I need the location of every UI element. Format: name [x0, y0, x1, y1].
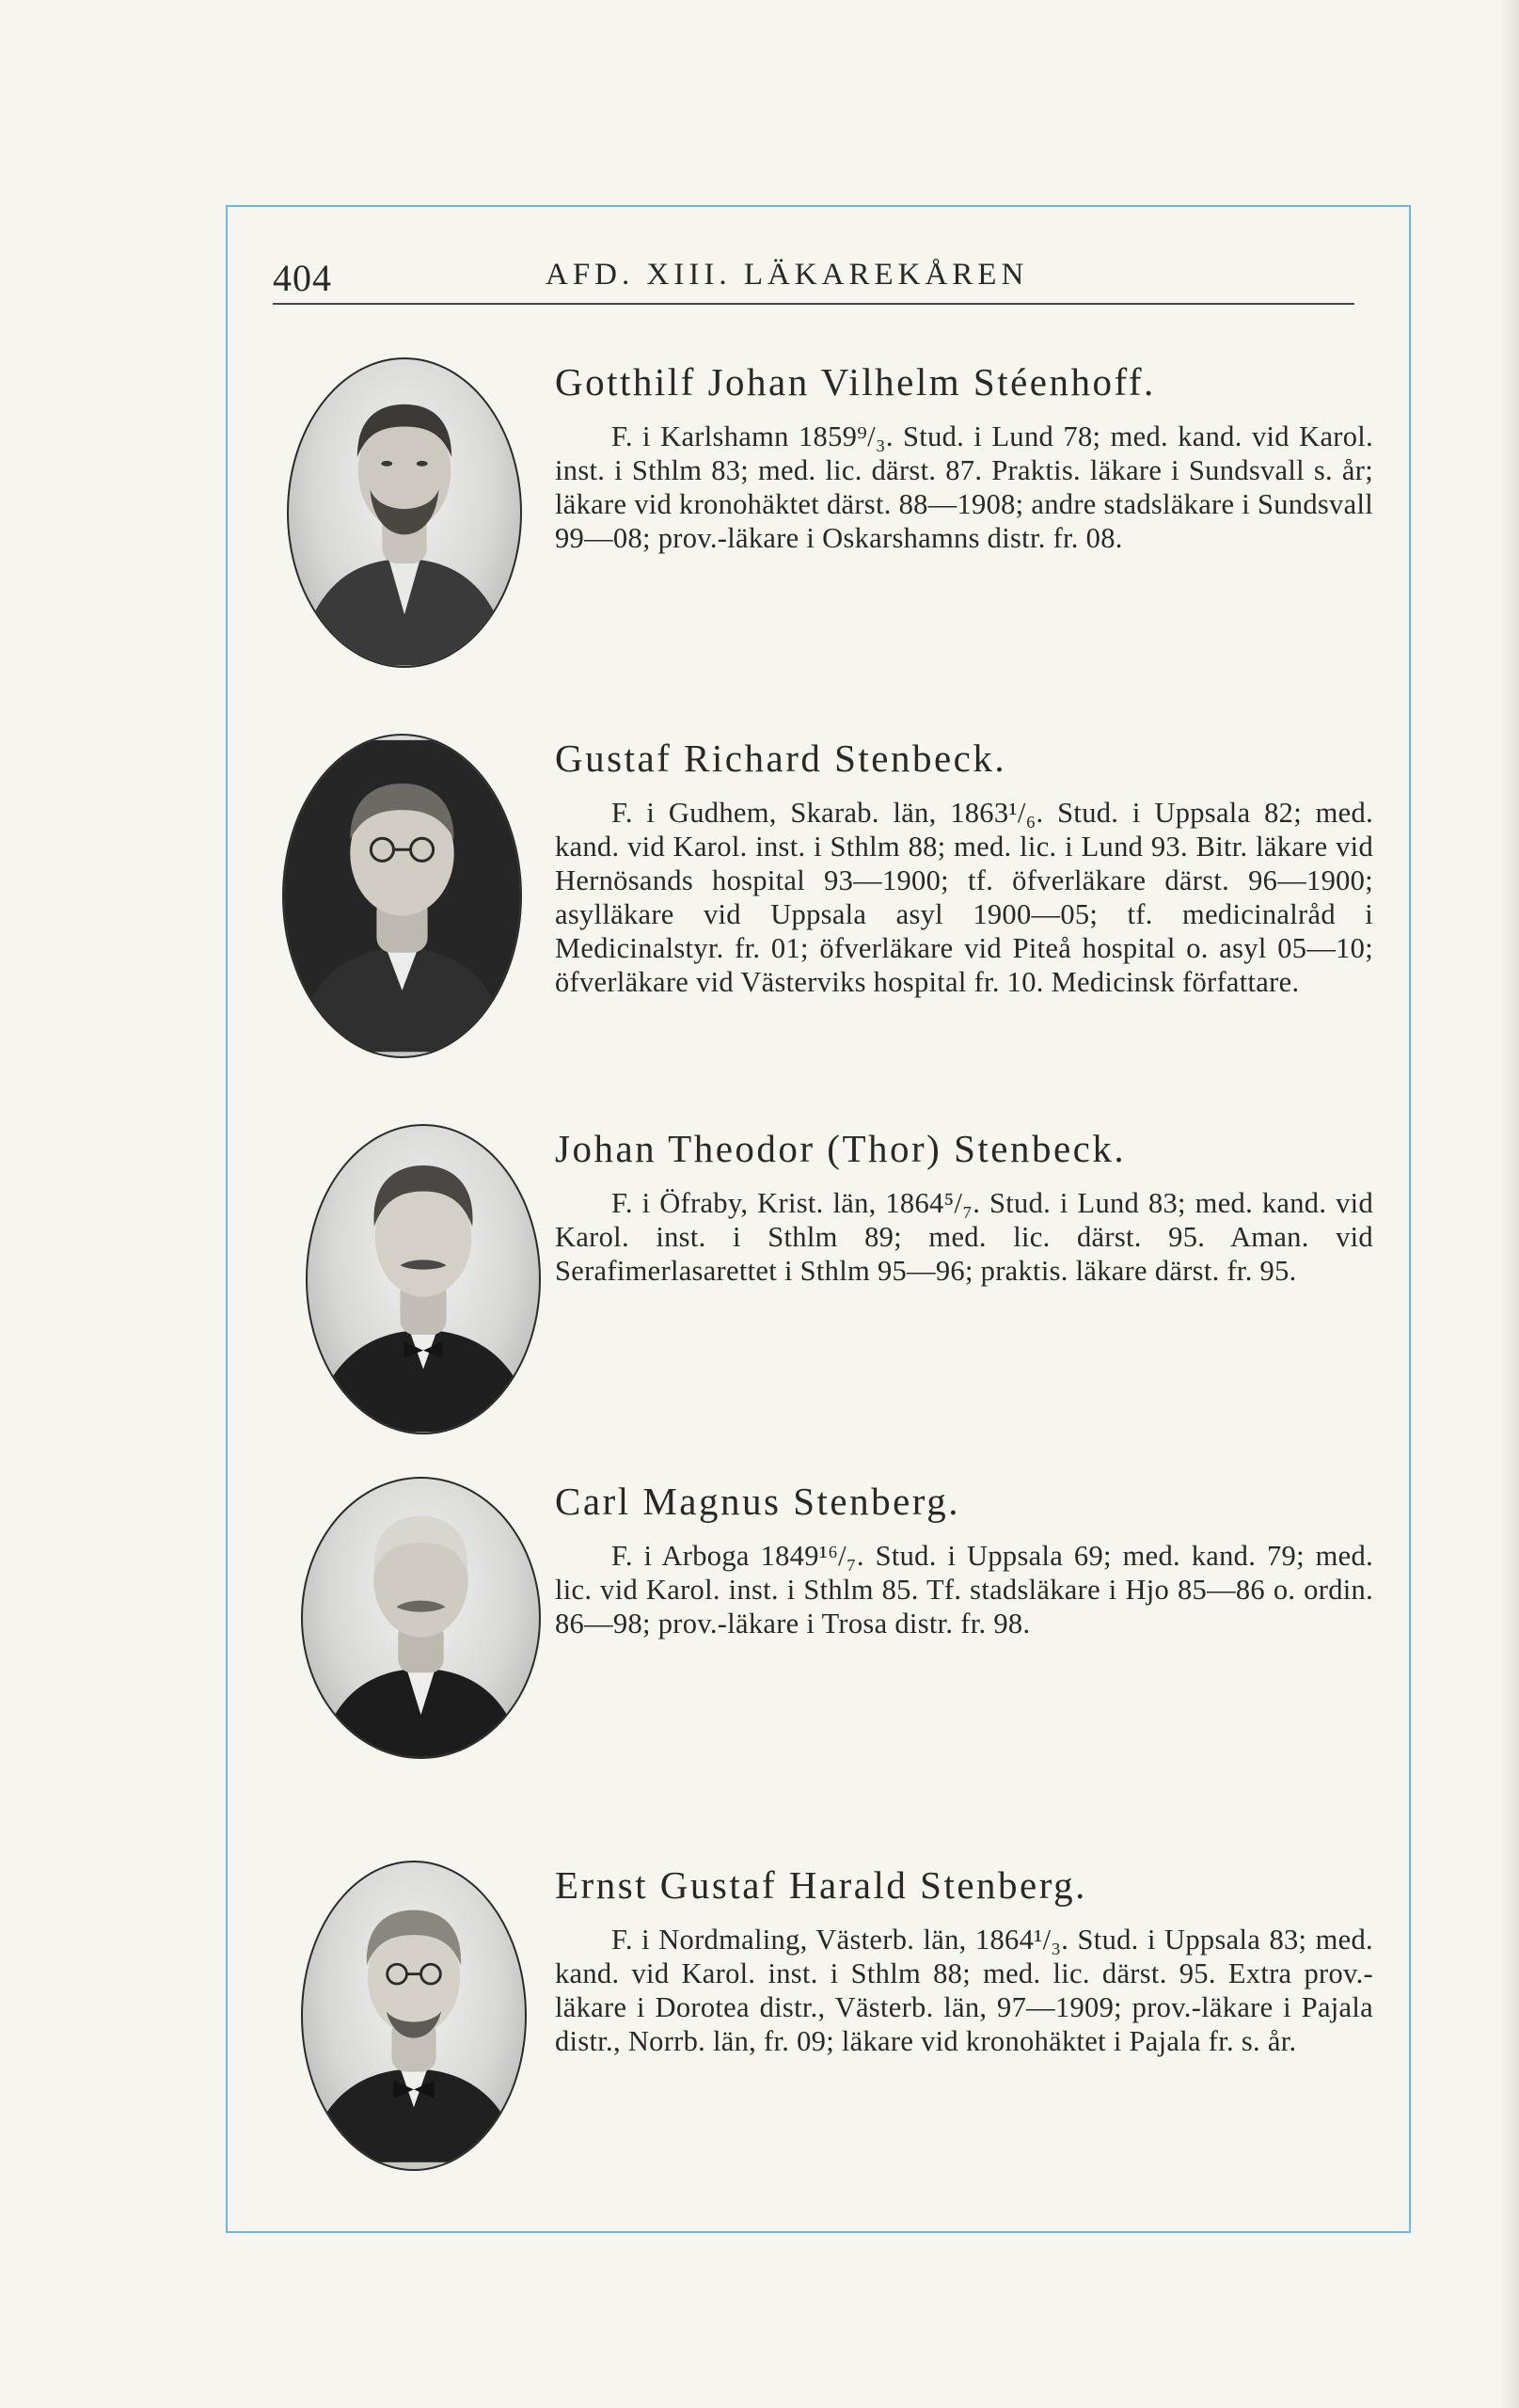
- biography-entry: [282, 1124, 1373, 1434]
- portrait-photo: [287, 357, 522, 668]
- biography-entry: [282, 734, 1373, 1072]
- entry-text: [555, 1124, 1373, 1288]
- entry-text: [555, 734, 1373, 999]
- biography-text: F. i Karlshamn 1859⁹/₃. Stud. i Lund 78; med. kand. vid Karol. inst. i Sthlm 83; med. lic. därst. 87. Praktis. läkare i Sundsvall s. år; läkare vid kronohäktet därst. 88—1908; andre stadsläkare i Sundsvall 99—08; prov.-läkare i Oskarshamns distr. fr. 08.: [555, 420, 1373, 554]
- person-name: Gustaf Richard Stenbeck.: [555, 737, 1007, 780]
- page-number: 404: [273, 257, 332, 299]
- biography-text: F. i Nordmaling, Västerb. län, 1864¹/₃. Stud. i Uppsala 83; med. kand. vid Karol. inst. i Sthlm 88; med. lic. därst. 95. Extra prov.-läkare i Dorotea distr., Västerb. län, 97—1909; prov.-läkare i Pajala distr., Norrb. län, fr. 09; läkare vid kronohäktet i Pajala fr. s. år.: [555, 1924, 1373, 2057]
- portrait-illustration: [284, 736, 520, 1056]
- entry-text: [555, 1477, 1373, 1640]
- page-edge-shadow: [1500, 0, 1519, 2408]
- portrait-photo: [306, 1124, 541, 1434]
- portrait-photo: [301, 1861, 527, 2171]
- entry-text: [555, 1861, 1373, 2058]
- portrait-illustration: [303, 1479, 539, 1757]
- portrait-illustration: [289, 359, 520, 666]
- portrait-photo: [301, 1477, 541, 1759]
- running-header: [273, 256, 1354, 305]
- person-name: Gotthilf Johan Vilhelm Stéenhoff.: [555, 360, 1156, 404]
- biography-entry: [282, 1477, 1373, 1797]
- biography-text: F. i Öfraby, Krist. län, 1864⁵/₇. Stud. i Lund 83; med. kand. vid Karol. inst. i Sthlm 89; med. lic. därst. 95. Aman. vid Serafimerlasarettet i Sthlm 95—96; praktis. läkare därst. fr. 95.: [555, 1187, 1373, 1287]
- portrait-illustration: [308, 1126, 539, 1433]
- person-name: Ernst Gustaf Harald Stenberg.: [555, 1863, 1087, 1907]
- biography-text: F. i Arboga 1849¹⁶/₇. Stud. i Uppsala 69; med. kand. 79; med. lic. vid Karol. inst. i Sthlm 85. Tf. stadsläkare i Hjo 85—86 o. ordin. 86—98; prov.-läkare i Trosa distr. fr. 98.: [555, 1540, 1373, 1640]
- biography-text: F. i Gudhem, Skarab. län, 1863¹/₆. Stud. i Uppsala 82; med. kand. vid Karol. inst. i Sthlm 88; med. lic. i Lund 93. Bitr. läkare vid Hernösands hospital 93—1900; tf. öfverläkare därst. 96—1900; asylläkare vid Uppsala asyl 1900—05; tf. medicinalråd i Medicinalstyr. fr. 01; öfverläkare vid Piteå hospital o. asyl 05—10; öfverläkare vid Västerviks hospital fr. 10. Medicinsk författare.: [555, 797, 1373, 998]
- portrait-illustration: [303, 1862, 525, 2169]
- person-name: Carl Magnus Stenberg.: [555, 1480, 960, 1523]
- person-name: Johan Theodor (Thor) Stenbeck.: [555, 1127, 1127, 1170]
- biography-entry: [282, 357, 1373, 677]
- portrait-photo: [282, 734, 522, 1058]
- section-title: AFD. XIII. LÄKAREKÅREN: [546, 258, 1029, 292]
- entry-text: [555, 357, 1373, 555]
- biography-entry: [282, 1861, 1373, 2180]
